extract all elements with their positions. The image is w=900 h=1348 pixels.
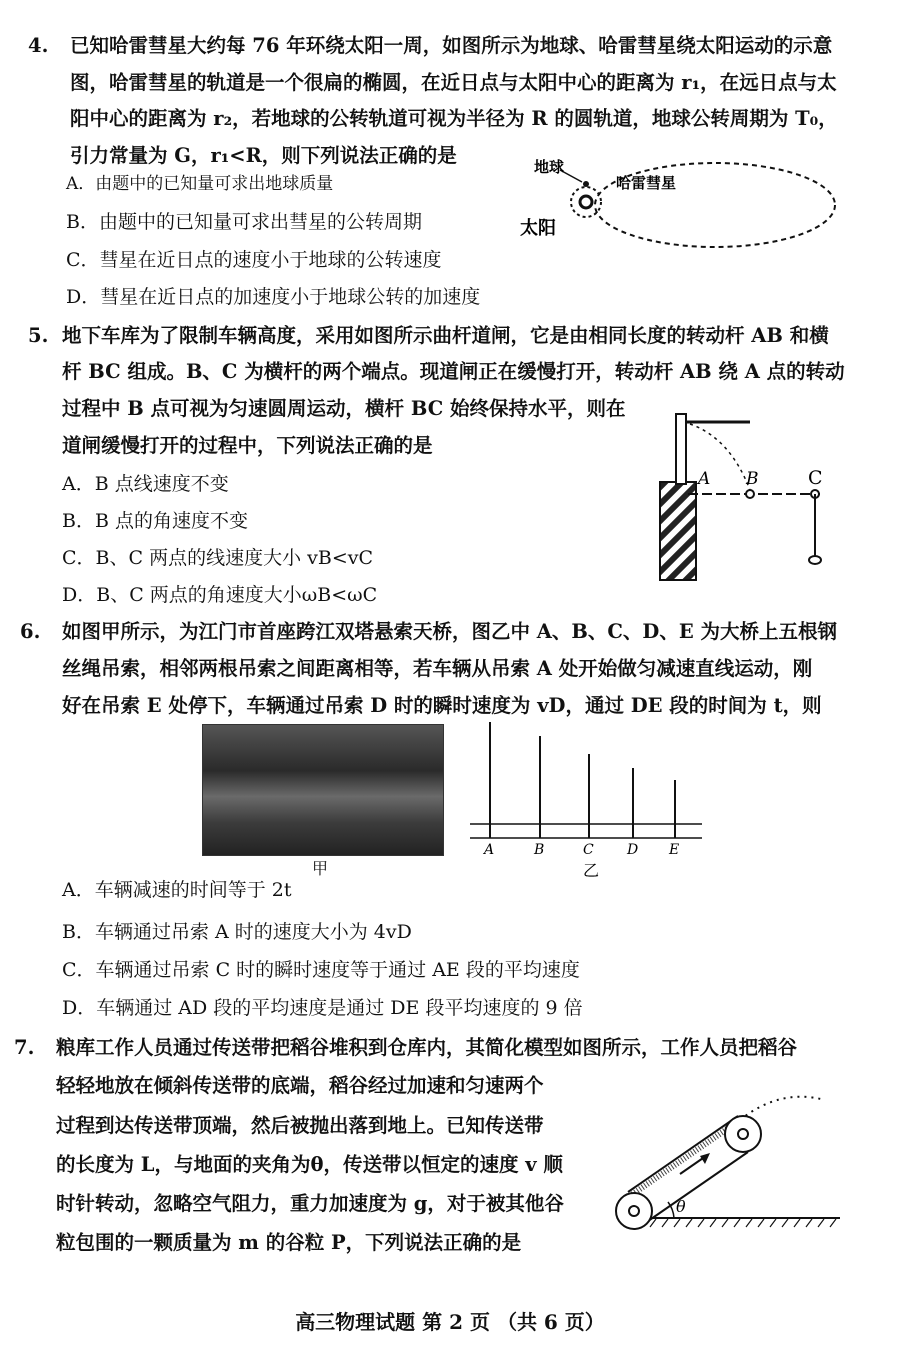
q6-number: 6. xyxy=(20,620,41,643)
q7-number: 7. xyxy=(14,1036,35,1059)
q6-label-a: A xyxy=(484,842,495,858)
q4-line-1: 已知哈雷彗星大约每 76 年环绕太阳一周，如图所示为地球、哈雷彗星绕太阳运动的示意 xyxy=(70,34,833,57)
q7-line-1: 粮库工作人员通过传送带把稻谷堆积到仓库内，其简化模型如图所示，工作人员把稻谷 xyxy=(56,1036,798,1059)
q4-line-3: 阳中心的距离为 r₂，若地球的公转轨道可视为半径为 R 的圆轨道，地球公转周期为 T₀， xyxy=(70,107,838,130)
q4-option-d: D．彗星在近日点的加速度小于地球公转的加速度 xyxy=(66,286,481,308)
q4-option-a: A．由题中的已知量可求出地球质量 xyxy=(66,174,334,194)
q7-conveyor-figure xyxy=(610,1080,840,1240)
q6-label-c: C xyxy=(583,842,594,858)
q6-caption-yi: 乙 xyxy=(583,861,600,880)
q6-label-b: B xyxy=(534,842,545,858)
q6-line-3: 好在吊索 E 处停下，车辆通过吊索 D 时的瞬时速度为 vD，通过 DE 段的时间为 t，则 xyxy=(62,694,822,717)
q7-line-2: 轻轻地放在倾斜传送带的底端，稻谷经过加速和匀速两个 xyxy=(56,1074,544,1097)
q7-line-6: 粒包围的一颗质量为 m 的谷粒 P，下列说法正确的是 xyxy=(56,1231,522,1254)
q5-line-2: 杆 BC 组成。B、C 为横杆的两个端点。现道闸正在缓慢打开，转动杆 AB 绕 A 点的转动 xyxy=(62,360,845,383)
q5-label-b: B xyxy=(746,469,759,489)
q6-option-c: C．车辆通过吊索 C 时的瞬时速度等于通过 AE 段的平均速度 xyxy=(62,959,580,981)
q7-label-theta: θ xyxy=(676,1197,686,1216)
q4-label-sun: 太阳 xyxy=(520,218,556,239)
page-footer: 高三物理试题 第 2 页 （共 6 页） xyxy=(295,1310,605,1334)
q7-line-3: 过程到达传送带顶端，然后被抛出落到地上。已知传送带 xyxy=(56,1114,544,1137)
q4-line-2: 图，哈雷彗星的轨道是一个很扁的椭圆，在近日点与太阳中心的距离为 r₁，在远日点与太 xyxy=(70,71,837,94)
q5-number: 5. xyxy=(28,324,49,347)
q6-line-2: 丝绳吊索，相邻两根吊索之间距离相等，若车辆从吊索 A 处开始做匀减速直线运动，刚 xyxy=(62,657,813,680)
q5-option-a: A．B 点线速度不变 xyxy=(62,473,229,495)
q6-cable-diagram xyxy=(470,716,710,886)
q5-option-d: D．B、C 两点的角速度大小ωB<ωC xyxy=(62,584,378,606)
q6-caption-jia: 甲 xyxy=(312,859,329,878)
q5-line-1: 地下车库为了限制车辆高度，采用如图所示曲杆道闸，它是由相同长度的转动杆 AB 和横 xyxy=(62,324,829,347)
q5-line-4: 道闸缓慢打开的过程中，下列说法正确的是 xyxy=(62,434,433,457)
q4-label-comet: 哈雷彗星 xyxy=(616,174,677,192)
q5-line-3: 过程中 B 点可视为匀速圆周运动，横杆 BC 始终保持水平，则在 xyxy=(62,397,626,420)
q6-option-d: D．车辆通过 AD 段的平均速度是通过 DE 段平均速度的 9 倍 xyxy=(62,997,583,1019)
q5-option-c: C．B、C 两点的线速度大小 vB<vC xyxy=(62,547,374,569)
q5-label-c: C xyxy=(808,467,823,489)
q6-label-e: E xyxy=(669,842,680,858)
q4-number: 4. xyxy=(28,34,49,57)
q4-option-c: C．彗星在近日点的速度小于地球的公转速度 xyxy=(66,249,442,271)
q4-orbit-figure xyxy=(520,150,840,260)
q4-option-b: B．由题中的已知量可求出彗星的公转周期 xyxy=(66,211,422,233)
q5-gate-figure xyxy=(650,408,840,584)
q4-line-4: 引力常量为 G，r₁<R，则下列说法正确的是 xyxy=(70,144,457,167)
q5-label-a: A xyxy=(698,469,711,489)
q6-option-b: B．车辆通过吊索 A 时的速度大小为 4vD xyxy=(62,921,412,943)
q6-label-d: D xyxy=(627,842,639,858)
q5-option-b: B．B 点的角速度不变 xyxy=(62,510,248,532)
q6-bridge-photo xyxy=(202,724,444,856)
q6-line-1: 如图甲所示，为江门市首座跨江双塔悬索天桥，图乙中 A、B、C、D、E 为大桥上五根钢 xyxy=(62,620,837,643)
q7-line-5: 时针转动，忽略空气阻力，重力加速度为 g，对于被其他谷 xyxy=(56,1192,564,1215)
q7-line-4: 的长度为 L，与地面的夹角为θ，传送带以恒定的速度 v 顺 xyxy=(56,1153,563,1176)
q4-label-earth: 地球 xyxy=(534,158,565,176)
q6-option-a: A．车辆减速的时间等于 2t xyxy=(62,879,292,901)
